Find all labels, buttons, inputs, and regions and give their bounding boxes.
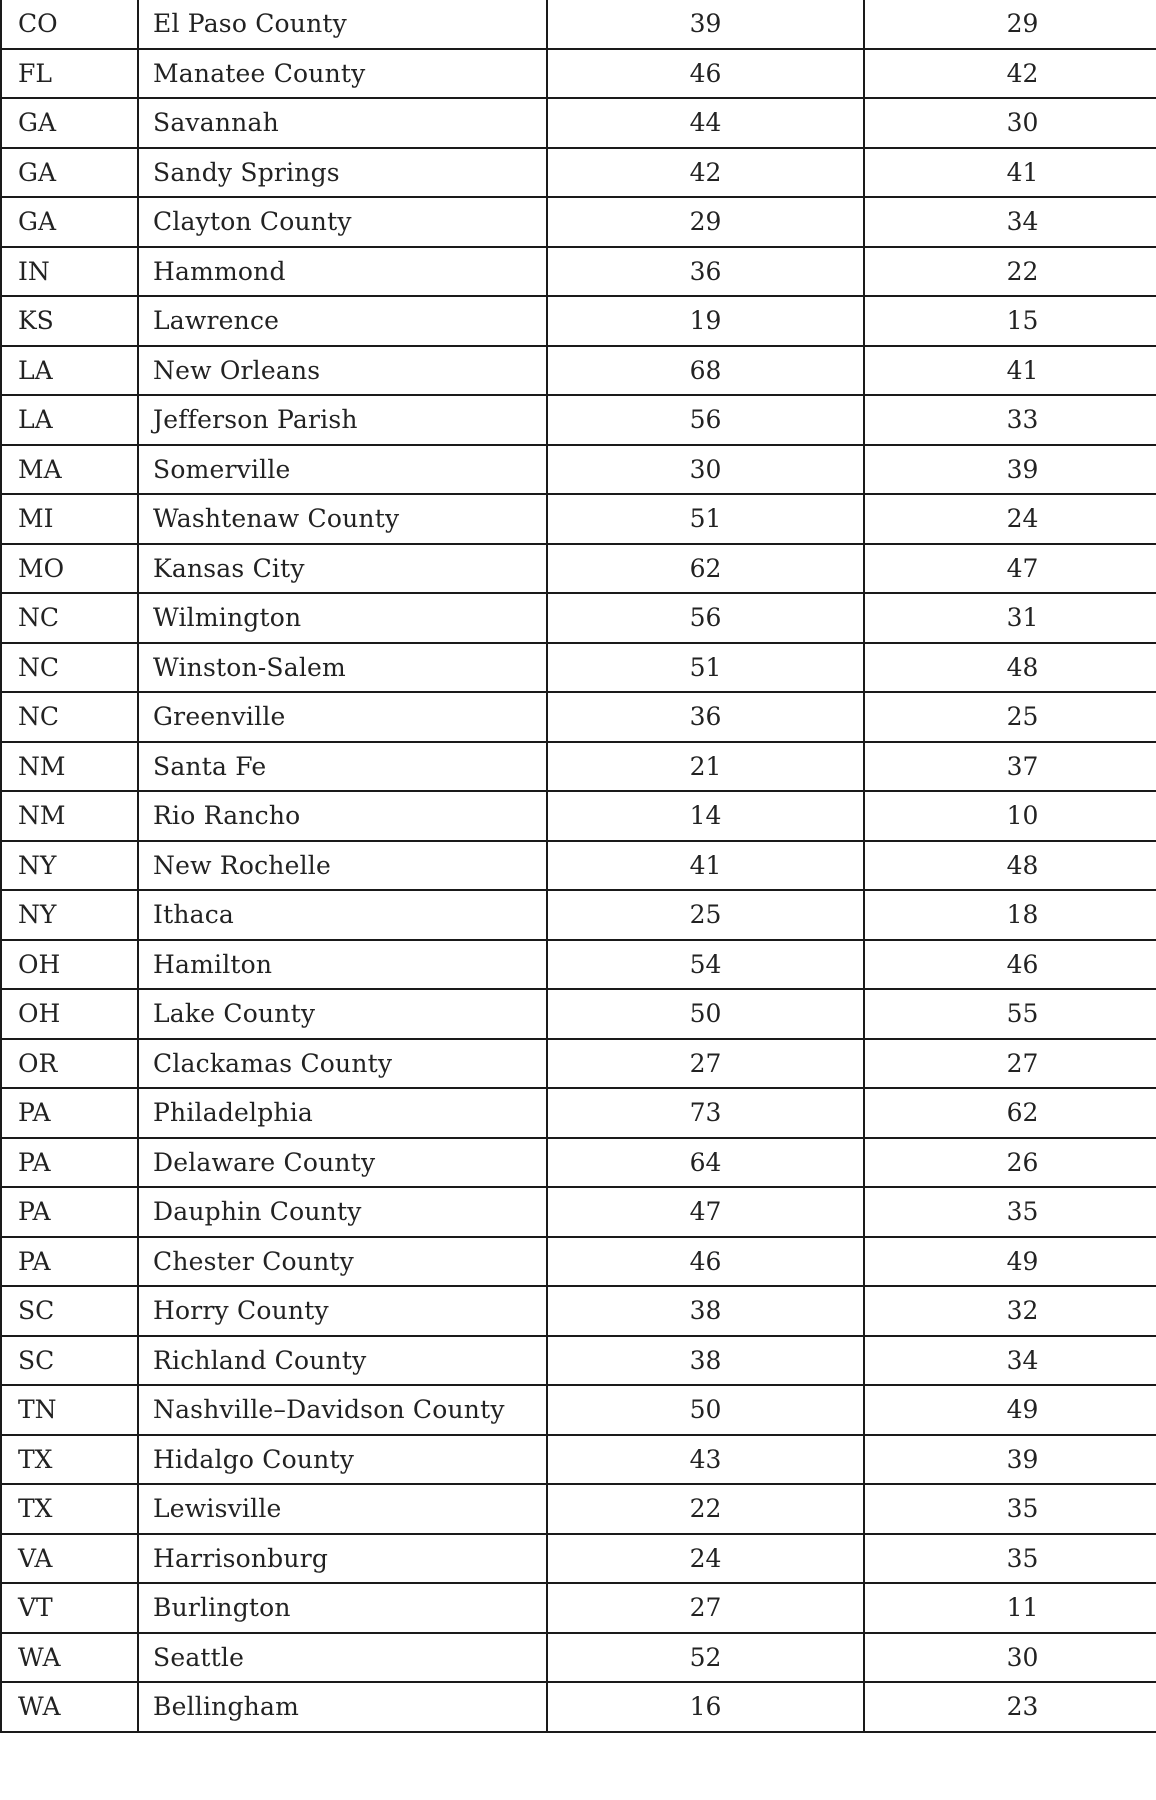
table-row xyxy=(1,148,1156,198)
jurisdiction-name-cell: Somerville xyxy=(138,445,547,495)
state-cell: TX xyxy=(1,1484,138,1534)
value-cell-2: 30 xyxy=(864,1633,1156,1683)
value-cell-1: 64 xyxy=(547,1138,864,1188)
value-cell-2: 35 xyxy=(864,1484,1156,1534)
table-row xyxy=(1,643,1156,693)
value-cell-2: 49 xyxy=(864,1237,1156,1287)
table-row xyxy=(1,1583,1156,1633)
jurisdiction-name-cell: Sandy Springs xyxy=(138,148,547,198)
jurisdiction-name-cell: Delaware County xyxy=(138,1138,547,1188)
state-cell: MO xyxy=(1,544,138,594)
state-cell: GA xyxy=(1,98,138,148)
jurisdiction-name-cell: Hidalgo County xyxy=(138,1435,547,1485)
jurisdiction-name-cell: Chester County xyxy=(138,1237,547,1287)
value-cell-2: 39 xyxy=(864,445,1156,495)
jurisdiction-name-cell: Richland County xyxy=(138,1336,547,1386)
jurisdiction-name-cell: Bellingham xyxy=(138,1682,547,1732)
value-cell-2: 11 xyxy=(864,1583,1156,1633)
table-row xyxy=(1,1336,1156,1386)
jurisdiction-name-cell: Lawrence xyxy=(138,296,547,346)
value-cell-1: 52 xyxy=(547,1633,864,1683)
jurisdiction-name-cell: Rio Rancho xyxy=(138,791,547,841)
value-cell-2: 47 xyxy=(864,544,1156,594)
jurisdiction-name-cell: Nashville–Davidson County xyxy=(138,1385,547,1435)
state-cell: NC xyxy=(1,643,138,693)
jurisdiction-name-cell: Manatee County xyxy=(138,49,547,99)
jurisdiction-name-cell: Greenville xyxy=(138,692,547,742)
value-cell-1: 29 xyxy=(547,197,864,247)
value-cell-2: 35 xyxy=(864,1534,1156,1584)
table-row xyxy=(1,841,1156,891)
value-cell-2: 31 xyxy=(864,593,1156,643)
table-row xyxy=(1,494,1156,544)
jurisdiction-name-cell: Hamilton xyxy=(138,940,547,990)
value-cell-2: 23 xyxy=(864,1682,1156,1732)
jurisdiction-name-cell: Horry County xyxy=(138,1286,547,1336)
table-row xyxy=(1,1633,1156,1683)
table-row xyxy=(1,1088,1156,1138)
value-cell-2: 26 xyxy=(864,1138,1156,1188)
jurisdiction-name-cell: New Rochelle xyxy=(138,841,547,891)
value-cell-2: 27 xyxy=(864,1039,1156,1089)
value-cell-1: 50 xyxy=(547,1385,864,1435)
table-row xyxy=(1,1187,1156,1237)
table-row xyxy=(1,296,1156,346)
value-cell-2: 24 xyxy=(864,494,1156,544)
value-cell-1: 22 xyxy=(547,1484,864,1534)
value-cell-1: 25 xyxy=(547,890,864,940)
value-cell-2: 46 xyxy=(864,940,1156,990)
state-cell: GA xyxy=(1,148,138,198)
table-row xyxy=(1,1435,1156,1485)
state-cell: MI xyxy=(1,494,138,544)
state-cell: NY xyxy=(1,890,138,940)
value-cell-1: 36 xyxy=(547,247,864,297)
state-cell: NC xyxy=(1,692,138,742)
jurisdiction-name-cell: Washtenaw County xyxy=(138,494,547,544)
state-cell: VA xyxy=(1,1534,138,1584)
state-cell: CO xyxy=(1,0,138,49)
value-cell-2: 62 xyxy=(864,1088,1156,1138)
state-cell: VT xyxy=(1,1583,138,1633)
value-cell-1: 62 xyxy=(547,544,864,594)
value-cell-2: 42 xyxy=(864,49,1156,99)
state-cell: OH xyxy=(1,940,138,990)
table-row xyxy=(1,1484,1156,1534)
table-row xyxy=(1,247,1156,297)
jurisdiction-name-cell: Jefferson Parish xyxy=(138,395,547,445)
value-cell-1: 68 xyxy=(547,346,864,396)
state-cell: GA xyxy=(1,197,138,247)
value-cell-2: 22 xyxy=(864,247,1156,297)
value-cell-1: 19 xyxy=(547,296,864,346)
jurisdiction-name-cell: Santa Fe xyxy=(138,742,547,792)
state-cell: PA xyxy=(1,1237,138,1287)
value-cell-2: 55 xyxy=(864,989,1156,1039)
table-row xyxy=(1,395,1156,445)
value-cell-1: 56 xyxy=(547,395,864,445)
value-cell-2: 29 xyxy=(864,0,1156,49)
value-cell-2: 41 xyxy=(864,148,1156,198)
table-row xyxy=(1,98,1156,148)
state-cell: TN xyxy=(1,1385,138,1435)
value-cell-1: 27 xyxy=(547,1583,864,1633)
value-cell-2: 18 xyxy=(864,890,1156,940)
value-cell-1: 30 xyxy=(547,445,864,495)
value-cell-1: 27 xyxy=(547,1039,864,1089)
jurisdiction-name-cell: New Orleans xyxy=(138,346,547,396)
state-cell: OH xyxy=(1,989,138,1039)
value-cell-1: 54 xyxy=(547,940,864,990)
state-cell: FL xyxy=(1,49,138,99)
value-cell-1: 51 xyxy=(547,494,864,544)
state-cell: PA xyxy=(1,1088,138,1138)
state-cell: LA xyxy=(1,346,138,396)
table-row xyxy=(1,742,1156,792)
value-cell-1: 47 xyxy=(547,1187,864,1237)
jurisdiction-name-cell: El Paso County xyxy=(138,0,547,49)
value-cell-2: 41 xyxy=(864,346,1156,396)
value-cell-2: 15 xyxy=(864,296,1156,346)
value-cell-2: 49 xyxy=(864,1385,1156,1435)
jurisdiction-name-cell: Lake County xyxy=(138,989,547,1039)
table-row xyxy=(1,1286,1156,1336)
value-cell-1: 39 xyxy=(547,0,864,49)
state-cell: WA xyxy=(1,1682,138,1732)
value-cell-2: 39 xyxy=(864,1435,1156,1485)
table-row xyxy=(1,1385,1156,1435)
table-row xyxy=(1,1237,1156,1287)
table-body xyxy=(1,0,1156,1732)
table-row xyxy=(1,890,1156,940)
table-row xyxy=(1,593,1156,643)
table-row xyxy=(1,1534,1156,1584)
state-cell: NY xyxy=(1,841,138,891)
state-cell: KS xyxy=(1,296,138,346)
jurisdiction-name-cell: Seattle xyxy=(138,1633,547,1683)
table-row xyxy=(1,692,1156,742)
table-row xyxy=(1,544,1156,594)
state-cell: WA xyxy=(1,1633,138,1683)
jurisdiction-name-cell: Hammond xyxy=(138,247,547,297)
table-row xyxy=(1,1682,1156,1732)
value-cell-1: 21 xyxy=(547,742,864,792)
jurisdiction-name-cell: Kansas City xyxy=(138,544,547,594)
table-row xyxy=(1,49,1156,99)
state-cell: PA xyxy=(1,1138,138,1188)
jurisdiction-name-cell: Burlington xyxy=(138,1583,547,1633)
value-cell-1: 42 xyxy=(547,148,864,198)
state-cell: NM xyxy=(1,742,138,792)
state-cell: NM xyxy=(1,791,138,841)
value-cell-1: 73 xyxy=(547,1088,864,1138)
state-cell: TX xyxy=(1,1435,138,1485)
jurisdiction-name-cell: Wilmington xyxy=(138,593,547,643)
value-cell-1: 41 xyxy=(547,841,864,891)
jurisdiction-name-cell: Winston-Salem xyxy=(138,643,547,693)
value-cell-1: 14 xyxy=(547,791,864,841)
value-cell-1: 24 xyxy=(547,1534,864,1584)
value-cell-1: 51 xyxy=(547,643,864,693)
jurisdiction-name-cell: Dauphin County xyxy=(138,1187,547,1237)
value-cell-2: 10 xyxy=(864,791,1156,841)
table-row xyxy=(1,445,1156,495)
value-cell-2: 34 xyxy=(864,1336,1156,1386)
value-cell-2: 34 xyxy=(864,197,1156,247)
jurisdiction-name-cell: Clackamas County xyxy=(138,1039,547,1089)
jurisdiction-name-cell: Lewisville xyxy=(138,1484,547,1534)
table-row xyxy=(1,346,1156,396)
state-cell: LA xyxy=(1,395,138,445)
state-cell: PA xyxy=(1,1187,138,1237)
state-cell: IN xyxy=(1,247,138,297)
table-row xyxy=(1,940,1156,990)
state-cell: OR xyxy=(1,1039,138,1089)
state-cell: SC xyxy=(1,1286,138,1336)
jurisdiction-name-cell: Savannah xyxy=(138,98,547,148)
table-row xyxy=(1,791,1156,841)
table-row xyxy=(1,1039,1156,1089)
value-cell-2: 37 xyxy=(864,742,1156,792)
table-row xyxy=(1,197,1156,247)
value-cell-2: 33 xyxy=(864,395,1156,445)
jurisdiction-name-cell: Clayton County xyxy=(138,197,547,247)
value-cell-2: 25 xyxy=(864,692,1156,742)
jurisdiction-name-cell: Philadelphia xyxy=(138,1088,547,1138)
value-cell-2: 48 xyxy=(864,841,1156,891)
value-cell-1: 56 xyxy=(547,593,864,643)
value-cell-2: 30 xyxy=(864,98,1156,148)
value-cell-1: 36 xyxy=(547,692,864,742)
value-cell-1: 43 xyxy=(547,1435,864,1485)
value-cell-1: 38 xyxy=(547,1286,864,1336)
value-cell-1: 38 xyxy=(547,1336,864,1386)
value-cell-1: 46 xyxy=(547,49,864,99)
jurisdiction-name-cell: Ithaca xyxy=(138,890,547,940)
table-row xyxy=(1,989,1156,1039)
value-cell-1: 44 xyxy=(547,98,864,148)
jurisdiction-name-cell: Harrisonburg xyxy=(138,1534,547,1584)
value-cell-2: 48 xyxy=(864,643,1156,693)
state-cell: NC xyxy=(1,593,138,643)
value-cell-1: 16 xyxy=(547,1682,864,1732)
value-cell-2: 32 xyxy=(864,1286,1156,1336)
value-cell-2: 35 xyxy=(864,1187,1156,1237)
table-row xyxy=(1,1138,1156,1188)
state-cell: MA xyxy=(1,445,138,495)
value-cell-1: 50 xyxy=(547,989,864,1039)
value-cell-1: 46 xyxy=(547,1237,864,1287)
state-cell: SC xyxy=(1,1336,138,1386)
table-row xyxy=(1,0,1156,49)
